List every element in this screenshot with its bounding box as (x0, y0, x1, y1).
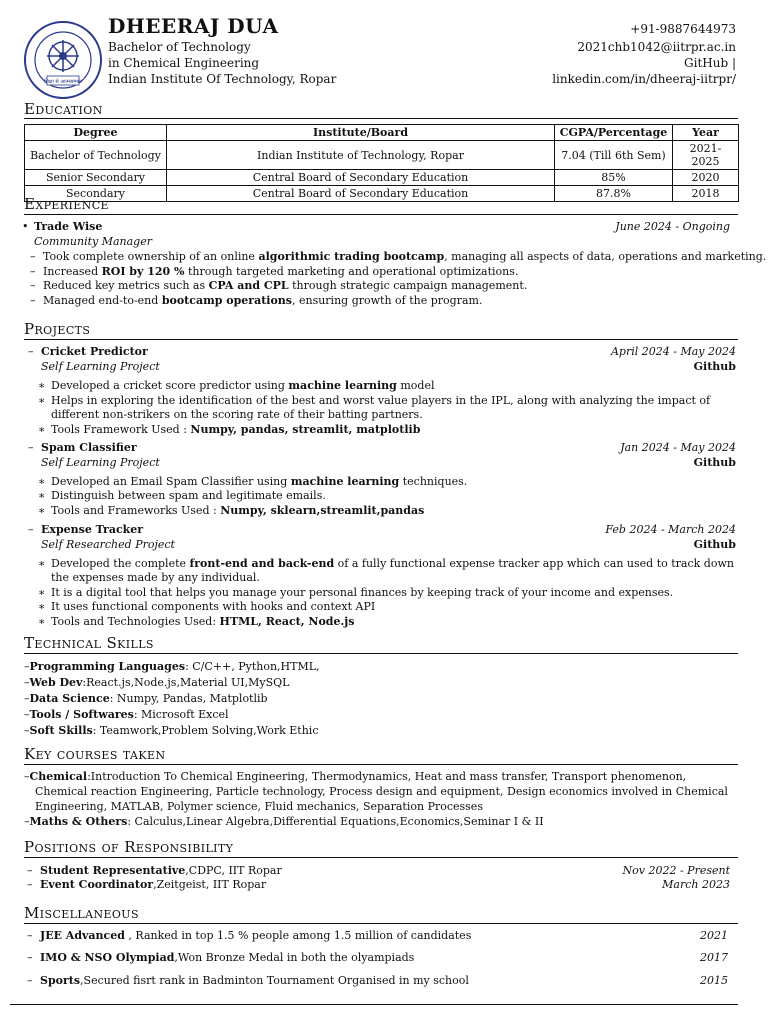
table-row (25, 186, 739, 202)
table-row (25, 170, 739, 186)
section-rule (24, 653, 738, 654)
dash-marker: – (30, 294, 36, 307)
list-item: – Managed end-to-end bootcamp operations, ensuring growth of the program. (30, 294, 483, 307)
table-cell: Senior Secondary (25, 170, 167, 186)
project-header: – Cricket Predictor April 2024 - May 2024 (28, 345, 736, 358)
project-title: Spam Classifier (41, 441, 137, 454)
degree-line-2: in Chemical Engineering (108, 56, 260, 70)
misc-row: – JEE Advanced , Ranked in top 1.5 % people among 1.5 million of candidates 2021 (27, 929, 728, 942)
table-header-row (25, 125, 739, 141)
table-cell: 85% (555, 170, 673, 186)
list-item: ∗ Distinguish between spam and legitimate emails. (38, 489, 326, 502)
email-link[interactable]: 2021chb1042@iitrpr.ac.in (577, 40, 736, 54)
project-header: – Spam Classifier Jan 2024 - May 2024 (28, 441, 736, 454)
table-header: CGPA/Percentage (555, 125, 673, 141)
iit-ropar-logo-icon (23, 20, 103, 100)
logo-motto: शिक्षा से आत्मसम्मान (44, 79, 82, 85)
section-rule (24, 764, 738, 765)
linkedin-link[interactable]: linkedin.com/in/dheeraj-iitrpr/ (552, 72, 736, 86)
course-row-continued: Engineering, MATLAB, Polymer science, Fluid mechanics, Separation Processes (35, 800, 483, 813)
table-cell: 87.8% (555, 186, 673, 202)
experience-role-line (0, 234, 768, 249)
star-bullet-icon: ∗ (38, 615, 46, 628)
experience-role: Community Manager (34, 235, 152, 248)
course-row-continued: Chemical reaction Engineering, Particle technology, Process design and equipment, Design economics involved in Chemical (35, 785, 728, 798)
project-date: Feb 2024 - March 2024 (605, 523, 736, 536)
table-cell: 2020 (673, 170, 739, 186)
star-bullet-icon: ∗ (38, 504, 46, 517)
experience-header (0, 219, 768, 234)
star-bullet-icon: ∗ (38, 379, 46, 392)
list-item: – Reduced key metrics such as CPA and CPL through strategic campaign management. (30, 279, 528, 292)
list-item-continued: different non-strikers on the scoring rate of their batting partners. (51, 408, 423, 421)
table-cell: Secondary (25, 186, 167, 202)
project-date: April 2024 - May 2024 (610, 345, 736, 358)
skill-row: –Soft Skills: Teamwork,Problem Solving,Work Ethic (24, 724, 319, 737)
list-item: ∗ Tools Framework Used : Numpy, pandas, streamlit, matplotlib (38, 423, 421, 436)
star-bullet-icon: ∗ (38, 475, 46, 488)
github-link[interactable]: GitHub | (684, 56, 736, 70)
star-bullet-icon: ∗ (38, 489, 46, 502)
project-subtitle: Self Learning Project (41, 360, 160, 373)
list-item: ∗ It uses functional components with hooks and context API (38, 600, 376, 613)
experience-org: Trade Wise (34, 220, 103, 233)
list-item: ∗ It is a digital tool that helps you manage your personal finances by keeping track of your income and expenses. (38, 586, 674, 599)
skill-row: –Programming Languages: C/C++, Python,HTML, (24, 660, 320, 673)
section-rule (24, 857, 738, 858)
project-github-link[interactable]: Github (693, 538, 736, 551)
section-title-projects: Projects (24, 320, 91, 338)
star-bullet-icon: ∗ (38, 423, 46, 436)
institute-name: Indian Institute Of Technology, Ropar (108, 72, 337, 86)
education-table (24, 124, 739, 202)
misc-row: – IMO & NSO Olympiad,Won Bronze Medal in both the olyampiads 2017 (27, 951, 728, 964)
footer-rule (10, 1004, 738, 1005)
course-row: –Chemical:Introduction To Chemical Engineering, Thermodynamics, Heat and mass transfer, Transport phenomenon, (24, 770, 687, 783)
misc-row: – Sports,Secured fisrt rank in Badminton Tournament Organised in my school 2015 (27, 974, 728, 987)
list-item: ∗ Tools and Technologies Used: HTML, React, Node.js (38, 615, 355, 628)
table-row (25, 141, 739, 170)
table-cell: Indian Institute of Technology, Ropar (167, 141, 555, 170)
section-title-misc: Miscellaneous (24, 904, 139, 922)
responsibility-row: – Student Representative,CDPC, IIT Ropar Nov 2022 - Present (27, 864, 730, 877)
section-title-responsibility: Positions of Responsibility (24, 838, 234, 856)
responsibility-row: – Event Coordinator,Zeitgeist, IIT Ropar March 2023 (27, 878, 730, 891)
list-item: ∗ Helps in exploring the identification of the best and worst value players in the IPL, along with analyzing the impact of (38, 394, 711, 407)
section-rule (24, 214, 738, 215)
skill-row: –Web Dev:React.js,Node.js,Material UI,MySQL (24, 676, 290, 689)
table-header: Degree (25, 125, 167, 141)
project-github-link[interactable]: Github (693, 456, 736, 469)
table-header: Year (673, 125, 739, 141)
project-subtitle: Self Learning Project (41, 456, 160, 469)
table-cell: 2021-2025 (673, 141, 739, 170)
project-title: Cricket Predictor (41, 345, 148, 358)
list-item: ∗ Developed the complete front-end and back-end of a fully functional expense tracker app which can used to track down (38, 557, 734, 570)
table-cell: Bachelor of Technology (25, 141, 167, 170)
table-header: Institute/Board (167, 125, 555, 141)
star-bullet-icon: ∗ (38, 600, 46, 613)
table-cell: 2018 (673, 186, 739, 202)
project-header: – Expense Tracker Feb 2024 - March 2024 (28, 523, 736, 536)
section-title-experience: Experience (24, 195, 109, 213)
list-item: ∗ Tools and Frameworks Used : Numpy, sklearn,streamlit,pandas (38, 504, 425, 517)
skill-row: –Tools / Softwares: Microsoft Excel (24, 708, 229, 721)
project-github-link[interactable]: Github (693, 360, 736, 373)
table-cell: Central Board of Secondary Education (167, 170, 555, 186)
list-item: ∗ Developed an Email Spam Classifier using machine learning techniques. (38, 475, 468, 488)
experience-date: June 2024 - Ongoing (615, 220, 730, 233)
dash-marker: – (30, 279, 36, 292)
table-cell: Central Board of Secondary Education (167, 186, 555, 202)
section-title-skills: Technical Skills (24, 634, 154, 652)
list-item: – Took complete ownership of an online algorithmic trading bootcamp, managing all aspects of data, operations and marketing. (30, 250, 767, 263)
list-item: ∗ Developed a cricket score predictor using machine learning model (38, 379, 435, 392)
course-row: –Maths & Others: Calculus,Linear Algebra,Differential Equations,Economics,Seminar I & II (24, 815, 544, 828)
section-title-courses: Key courses taken (24, 745, 166, 763)
candidate-name: DHEERAJ DUA (108, 14, 279, 38)
section-rule (24, 923, 738, 924)
project-subtitle: Self Researched Project (41, 538, 175, 551)
dash-marker: – (30, 265, 36, 278)
section-rule (24, 339, 738, 340)
project-title: Expense Tracker (41, 523, 144, 536)
star-bullet-icon: ∗ (38, 394, 46, 407)
skill-row: –Data Science: Numpy, Pandas, Matplotlib (24, 692, 268, 705)
phone-number: +91-9887644973 (630, 22, 736, 36)
bullet-dot-icon: • (22, 220, 29, 233)
star-bullet-icon: ∗ (38, 586, 46, 599)
project-date: Jan 2024 - May 2024 (620, 441, 736, 454)
list-item: – Increased ROI by 120 % through targeted marketing and operational optimizations. (30, 265, 519, 278)
section-rule (24, 118, 738, 119)
table-cell: 7.04 (Till 6th Sem) (555, 141, 673, 170)
degree-line-1: Bachelor of Technology (108, 40, 251, 54)
section-title-education: Education (24, 100, 103, 118)
star-bullet-icon: ∗ (38, 557, 46, 570)
dash-marker: – (30, 250, 36, 263)
list-item-continued: the expenses made by any individual. (51, 571, 260, 584)
